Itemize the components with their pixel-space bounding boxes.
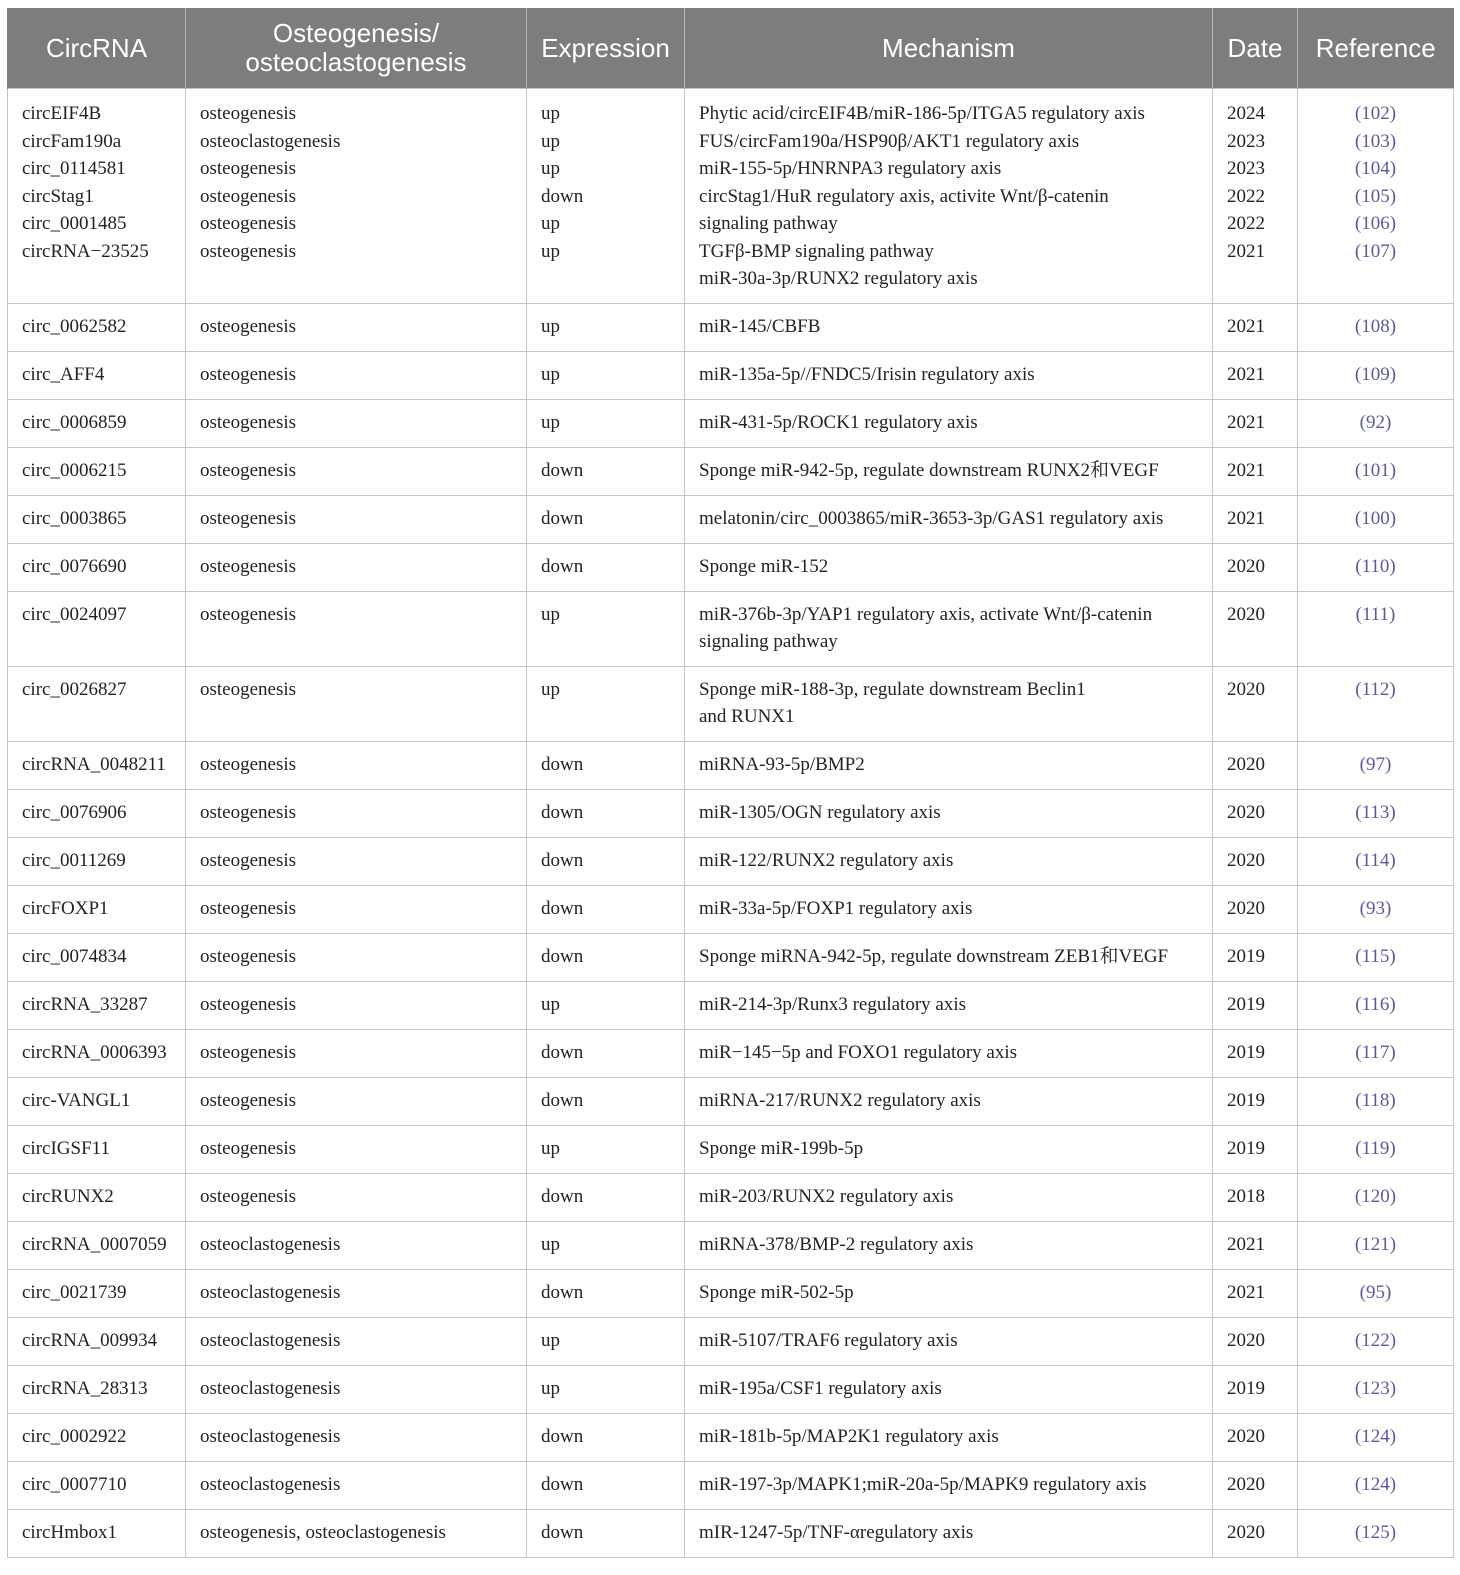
mechanism-line: Sponge miR-152 <box>699 555 829 577</box>
circrna-name: circStag1 <box>22 185 94 207</box>
cell-mechanism <box>685 885 1213 933</box>
date-value: 2023 <box>1227 130 1265 152</box>
cell-mechanism <box>685 351 1213 399</box>
cell-reference[interactable]: (120) <box>1298 1173 1454 1221</box>
table-row <box>8 1221 1454 1269</box>
cell-circrna: circ_0062582 <box>8 303 186 351</box>
mechanism-line: miR-145/CBFB <box>699 315 821 337</box>
cell-circrna: circHmbox1 <box>8 1509 186 1557</box>
cell-mechanism <box>685 1221 1213 1269</box>
cell-mechanism <box>685 89 1213 304</box>
cell-reference[interactable]: (100) <box>1298 495 1454 543</box>
process-value: osteoclastogenesis <box>200 130 341 152</box>
cell-date: 2021 <box>1213 351 1298 399</box>
table-row <box>8 1269 1454 1317</box>
cell-date: 2019 <box>1213 1365 1298 1413</box>
circrna-name: circEIF4B <box>22 103 102 124</box>
cell-expression: up <box>527 399 685 447</box>
cell-date: 2019 <box>1213 1077 1298 1125</box>
cell-expression: down <box>527 1029 685 1077</box>
cell-process: osteogenesis <box>186 351 527 399</box>
table-row <box>8 1461 1454 1509</box>
cell-date: 2019 <box>1213 1029 1298 1077</box>
circrna-name: circ_0001485 <box>22 213 127 234</box>
cell-expression: down <box>527 543 685 591</box>
cell-process: osteoclastogenesis <box>186 1413 527 1461</box>
mechanism-line: and RUNX1 <box>699 706 795 727</box>
cell-process: osteoclastogenesis <box>186 1221 527 1269</box>
cell-expression: up <box>527 666 685 741</box>
mechanism-line: miR-5107/TRAF6 regulatory axis <box>699 1329 958 1351</box>
date-value: 2022 <box>1227 213 1265 234</box>
mechanism-line: miR-33a-5p/FOXP1 regulatory axis <box>699 897 973 919</box>
cell-reference[interactable]: (117) <box>1298 1029 1454 1077</box>
date-value: 2023 <box>1227 158 1265 179</box>
cell-date: 2020 <box>1213 789 1298 837</box>
mechanism-line: Sponge miR-188-3p, regulate downstream Beclin1 <box>699 678 1086 700</box>
mechanism-line: miR-135a-5p//FNDC5/Irisin regulatory axis <box>699 363 1035 385</box>
mechanism-line: miR-197-3p/MAPK1;miR-20a-5p/MAPK9 regulatory axis <box>699 1473 1147 1495</box>
cell-date: 2018 <box>1213 1173 1298 1221</box>
mechanism-line: Sponge miRNA-942-5p, regulate downstream ZEB1和VEGF <box>699 945 1169 967</box>
cell-circrna: circ_0026827 <box>8 666 186 741</box>
expression-value: up <box>541 213 560 234</box>
table-row <box>8 1317 1454 1365</box>
cell-date: 2020 <box>1213 1509 1298 1557</box>
cell-process: osteogenesis <box>186 1125 527 1173</box>
cell-reference[interactable]: (110) <box>1298 543 1454 591</box>
cell-expression: up <box>527 303 685 351</box>
cell-circrna <box>8 89 186 304</box>
cell-circrna: circ_0006859 <box>8 399 186 447</box>
mechanism-line: signaling pathway <box>699 631 838 652</box>
cell-date: 2019 <box>1213 1125 1298 1173</box>
cell-date <box>1213 89 1298 304</box>
cell-circrna: circRUNX2 <box>8 1173 186 1221</box>
mechanism-line: miR-181b-5p/MAP2K1 regulatory axis <box>699 1425 999 1447</box>
cell-circrna: circ_0076906 <box>8 789 186 837</box>
reference-link[interactable]: (106) <box>1354 213 1397 234</box>
cell-process: osteoclastogenesis <box>186 1461 527 1509</box>
cell-expression: down <box>527 447 685 495</box>
cell-reference[interactable]: (95) <box>1298 1269 1454 1317</box>
cell-process: osteoclastogenesis <box>186 1317 527 1365</box>
mechanism-line: FUS/circFam190a/HSP90β/AKT1 regulatory axis <box>699 130 1080 152</box>
cell-mechanism <box>685 1413 1213 1461</box>
cell-process: osteogenesis <box>186 543 527 591</box>
cell-process <box>186 89 527 304</box>
mechanism-line: miRNA-217/RUNX2 regulatory axis <box>699 1089 981 1111</box>
table-row <box>8 885 1454 933</box>
mechanism-line: miR-1305/OGN regulatory axis <box>699 801 941 823</box>
cell-reference[interactable]: (109) <box>1298 351 1454 399</box>
cell-circrna: circRNA_33287 <box>8 981 186 1029</box>
cell-expression: up <box>527 1221 685 1269</box>
cell-reference[interactable]: (113) <box>1298 789 1454 837</box>
cell-mechanism <box>685 1173 1213 1221</box>
header-mechanism: Mechanism <box>685 8 1213 89</box>
cell-expression: down <box>527 1413 685 1461</box>
cell-mechanism <box>685 981 1213 1029</box>
cell-reference[interactable]: (115) <box>1298 933 1454 981</box>
cell-date: 2021 <box>1213 399 1298 447</box>
cell-date: 2020 <box>1213 837 1298 885</box>
cell-expression: down <box>527 1461 685 1509</box>
cell-reference <box>1298 89 1454 304</box>
cell-circrna: circRNA_28313 <box>8 1365 186 1413</box>
cell-reference[interactable]: (124) <box>1298 1461 1454 1509</box>
mechanism-line: miRNA-93-5p/BMP2 <box>699 753 865 775</box>
cell-mechanism <box>685 399 1213 447</box>
table-row <box>8 1509 1454 1557</box>
date-value: 2022 <box>1227 185 1265 207</box>
cell-mechanism <box>685 303 1213 351</box>
cell-expression: down <box>527 789 685 837</box>
cell-expression: down <box>527 933 685 981</box>
cell-process: osteogenesis <box>186 981 527 1029</box>
cell-circrna: circ_0011269 <box>8 837 186 885</box>
reference-link[interactable]: (102) <box>1354 103 1397 124</box>
mechanism-line: Sponge miR-942-5p, regulate downstream RUNX2和VEGF <box>699 459 1159 481</box>
cell-date: 2020 <box>1213 1461 1298 1509</box>
cell-process: osteogenesis <box>186 1077 527 1125</box>
cell-process: osteogenesis <box>186 1173 527 1221</box>
reference-link[interactable]: (105) <box>1354 185 1397 207</box>
cell-circrna: circ_0021739 <box>8 1269 186 1317</box>
cell-mechanism <box>685 591 1213 666</box>
cell-reference[interactable]: (108) <box>1298 303 1454 351</box>
cell-date: 2020 <box>1213 666 1298 741</box>
cell-reference[interactable]: (111) <box>1298 591 1454 666</box>
cell-mechanism <box>685 543 1213 591</box>
cell-circrna: circ_0007710 <box>8 1461 186 1509</box>
cell-reference[interactable]: (119) <box>1298 1125 1454 1173</box>
cell-circrna: circ_0024097 <box>8 591 186 666</box>
cell-date: 2021 <box>1213 303 1298 351</box>
reference-link[interactable]: (107) <box>1354 240 1397 262</box>
cell-process: osteogenesis <box>186 933 527 981</box>
cell-circrna: circ_0006215 <box>8 447 186 495</box>
expression-value: up <box>541 103 560 124</box>
cell-reference[interactable]: (112) <box>1298 666 1454 741</box>
mechanism-line: miR-431-5p/ROCK1 regulatory axis <box>699 411 978 433</box>
cell-reference[interactable]: (122) <box>1298 1317 1454 1365</box>
cell-date: 2020 <box>1213 591 1298 666</box>
table-row <box>8 1173 1454 1221</box>
cell-mechanism <box>685 1317 1213 1365</box>
cell-circrna: circRNA_0048211 <box>8 741 186 789</box>
cell-date: 2020 <box>1213 543 1298 591</box>
circrna-table <box>7 8 1454 1558</box>
cell-circrna: circFOXP1 <box>8 885 186 933</box>
cell-reference[interactable]: (116) <box>1298 981 1454 1029</box>
header-expression: Expression <box>527 8 685 89</box>
cell-reference[interactable]: (118) <box>1298 1077 1454 1125</box>
cell-reference[interactable]: (92) <box>1298 399 1454 447</box>
mechanism-line: miR-376b-3p/YAP1 regulatory axis, activate Wnt/β-catenin <box>699 603 1153 625</box>
cell-reference[interactable]: (93) <box>1298 885 1454 933</box>
table-row <box>8 666 1454 741</box>
cell-mechanism <box>685 1125 1213 1173</box>
cell-date: 2021 <box>1213 1221 1298 1269</box>
mechanism-line: miR−145−5p and FOXO1 regulatory axis <box>699 1041 1018 1063</box>
cell-expression <box>527 89 685 304</box>
cell-date: 2021 <box>1213 495 1298 543</box>
cell-process: osteogenesis <box>186 1029 527 1077</box>
cell-expression: up <box>527 351 685 399</box>
cell-reference[interactable]: (121) <box>1298 1221 1454 1269</box>
cell-reference[interactable]: (124) <box>1298 1413 1454 1461</box>
table-row <box>8 495 1454 543</box>
cell-circrna: circ_0074834 <box>8 933 186 981</box>
cell-expression: down <box>527 495 685 543</box>
mechanism-line: melatonin/circ_0003865/miR-3653-3p/GAS1 regulatory axis <box>699 507 1164 529</box>
mechanism-line: Phytic acid/circEIF4B/miR-186-5p/ITGA5 regulatory axis <box>699 103 1145 124</box>
cell-expression: down <box>527 1269 685 1317</box>
cell-mechanism <box>685 495 1213 543</box>
mechanism-line: circStag1/HuR regulatory axis, activite Wnt/β-catenin <box>699 185 1109 207</box>
cell-process: osteogenesis <box>186 303 527 351</box>
header-process-line: osteoclastogenesis <box>245 47 467 77</box>
cell-circrna: circRNA_0006393 <box>8 1029 186 1077</box>
mechanism-line: miR-214-3p/Runx3 regulatory axis <box>699 993 967 1015</box>
table-row <box>8 933 1454 981</box>
cell-expression: down <box>527 741 685 789</box>
reference-link[interactable]: (104) <box>1354 158 1397 179</box>
process-value: osteogenesis <box>200 213 297 234</box>
mechanism-line: TGFβ-BMP signaling pathway <box>699 240 934 262</box>
reference-link[interactable]: (103) <box>1354 130 1397 152</box>
cell-reference[interactable]: (97) <box>1298 741 1454 789</box>
table-row <box>8 789 1454 837</box>
cell-circrna: circIGSF11 <box>8 1125 186 1173</box>
mechanism-line: Sponge miR-502-5p <box>699 1281 854 1303</box>
cell-date: 2021 <box>1213 1269 1298 1317</box>
table-row <box>8 1029 1454 1077</box>
table-row <box>8 303 1454 351</box>
cell-expression: up <box>527 981 685 1029</box>
expression-value: down <box>541 185 584 207</box>
cell-expression: down <box>527 837 685 885</box>
table-row <box>8 1365 1454 1413</box>
header-reference: Reference <box>1298 8 1454 89</box>
mechanism-line: miR-203/RUNX2 regulatory axis <box>699 1185 954 1207</box>
table-body <box>8 89 1454 1558</box>
cell-mechanism <box>685 933 1213 981</box>
cell-reference[interactable]: (125) <box>1298 1509 1454 1557</box>
cell-expression: down <box>527 885 685 933</box>
table-row <box>8 447 1454 495</box>
header-date: Date <box>1213 8 1298 89</box>
cell-expression: up <box>527 1365 685 1413</box>
cell-mechanism <box>685 447 1213 495</box>
cell-process: osteogenesis <box>186 741 527 789</box>
expression-value: up <box>541 240 560 262</box>
process-value: osteogenesis <box>200 158 297 179</box>
cell-process: osteogenesis <box>186 837 527 885</box>
header-process-line: Osteogenesis/ <box>272 18 440 48</box>
table-row <box>8 351 1454 399</box>
cell-reference[interactable]: (101) <box>1298 447 1454 495</box>
cell-process: osteogenesis <box>186 447 527 495</box>
expression-value: up <box>541 158 560 179</box>
cell-date: 2019 <box>1213 933 1298 981</box>
cell-date: 2021 <box>1213 447 1298 495</box>
table-row <box>8 1125 1454 1173</box>
circrna-name: circRNA−23525 <box>22 240 149 262</box>
mechanism-line: Sponge miR-199b-5p <box>699 1137 864 1159</box>
cell-expression: up <box>527 1317 685 1365</box>
mechanism-line: miR-30a-3p/RUNX2 regulatory axis <box>699 268 978 289</box>
cell-circrna: circ_0003865 <box>8 495 186 543</box>
table-header <box>8 8 1454 89</box>
cell-mechanism <box>685 741 1213 789</box>
cell-circrna: circ_0002922 <box>8 1413 186 1461</box>
cell-circrna: circRNA_0007059 <box>8 1221 186 1269</box>
cell-process: osteogenesis <box>186 666 527 741</box>
cell-process: osteogenesis <box>186 399 527 447</box>
cell-process: osteogenesis <box>186 495 527 543</box>
cell-process: osteogenesis <box>186 591 527 666</box>
header-circrna: CircRNA <box>8 8 186 89</box>
cell-mechanism <box>685 1365 1213 1413</box>
process-value: osteogenesis <box>200 103 297 124</box>
table-row <box>8 741 1454 789</box>
table-row <box>8 981 1454 1029</box>
cell-expression: down <box>527 1173 685 1221</box>
cell-mechanism <box>685 1461 1213 1509</box>
cell-circrna: circ_0076690 <box>8 543 186 591</box>
cell-expression: up <box>527 591 685 666</box>
circrna-name: circ_0114581 <box>22 158 126 179</box>
cell-date: 2020 <box>1213 1413 1298 1461</box>
expression-value: up <box>541 130 560 152</box>
cell-mechanism <box>685 1509 1213 1557</box>
mechanism-line: miRNA-378/BMP-2 regulatory axis <box>699 1233 974 1255</box>
cell-circrna: circ-VANGL1 <box>8 1077 186 1125</box>
cell-process: osteogenesis <box>186 789 527 837</box>
date-value: 2021 <box>1227 240 1265 262</box>
table-row <box>8 1413 1454 1461</box>
cell-mechanism <box>685 1029 1213 1077</box>
cell-date: 2020 <box>1213 741 1298 789</box>
cell-expression: down <box>527 1077 685 1125</box>
cell-date: 2020 <box>1213 885 1298 933</box>
cell-mechanism <box>685 837 1213 885</box>
table-row <box>8 591 1454 666</box>
cell-expression: down <box>527 1509 685 1557</box>
cell-expression: up <box>527 1125 685 1173</box>
mechanism-line: mIR-1247-5p/TNF-αregulatory axis <box>699 1521 974 1543</box>
table-row <box>8 543 1454 591</box>
cell-circrna: circ_AFF4 <box>8 351 186 399</box>
cell-reference[interactable]: (114) <box>1298 837 1454 885</box>
cell-circrna: circRNA_009934 <box>8 1317 186 1365</box>
process-value: osteogenesis <box>200 185 297 207</box>
mechanism-line: miR-155-5p/HNRNPA3 regulatory axis <box>699 158 1002 179</box>
process-value: osteogenesis <box>200 240 297 262</box>
cell-reference[interactable]: (123) <box>1298 1365 1454 1413</box>
mechanism-line: miR-122/RUNX2 regulatory axis <box>699 849 954 871</box>
mechanism-line: miR-195a/CSF1 regulatory axis <box>699 1377 942 1399</box>
cell-mechanism <box>685 789 1213 837</box>
cell-process: osteogenesis, osteoclastogenesis <box>186 1509 527 1557</box>
header-process <box>186 8 527 89</box>
circrna-name: circFam190a <box>22 130 122 152</box>
table-row-group <box>8 89 1454 304</box>
table-row <box>8 837 1454 885</box>
header-row <box>8 8 1454 89</box>
cell-process: osteogenesis <box>186 885 527 933</box>
cell-date: 2019 <box>1213 981 1298 1029</box>
cell-process: osteoclastogenesis <box>186 1269 527 1317</box>
cell-mechanism <box>685 1077 1213 1125</box>
table-row <box>8 399 1454 447</box>
cell-process: osteoclastogenesis <box>186 1365 527 1413</box>
cell-mechanism <box>685 666 1213 741</box>
date-value: 2024 <box>1227 103 1265 124</box>
cell-mechanism <box>685 1269 1213 1317</box>
mechanism-line: signaling pathway <box>699 213 838 234</box>
table-row <box>8 1077 1454 1125</box>
cell-date: 2020 <box>1213 1317 1298 1365</box>
